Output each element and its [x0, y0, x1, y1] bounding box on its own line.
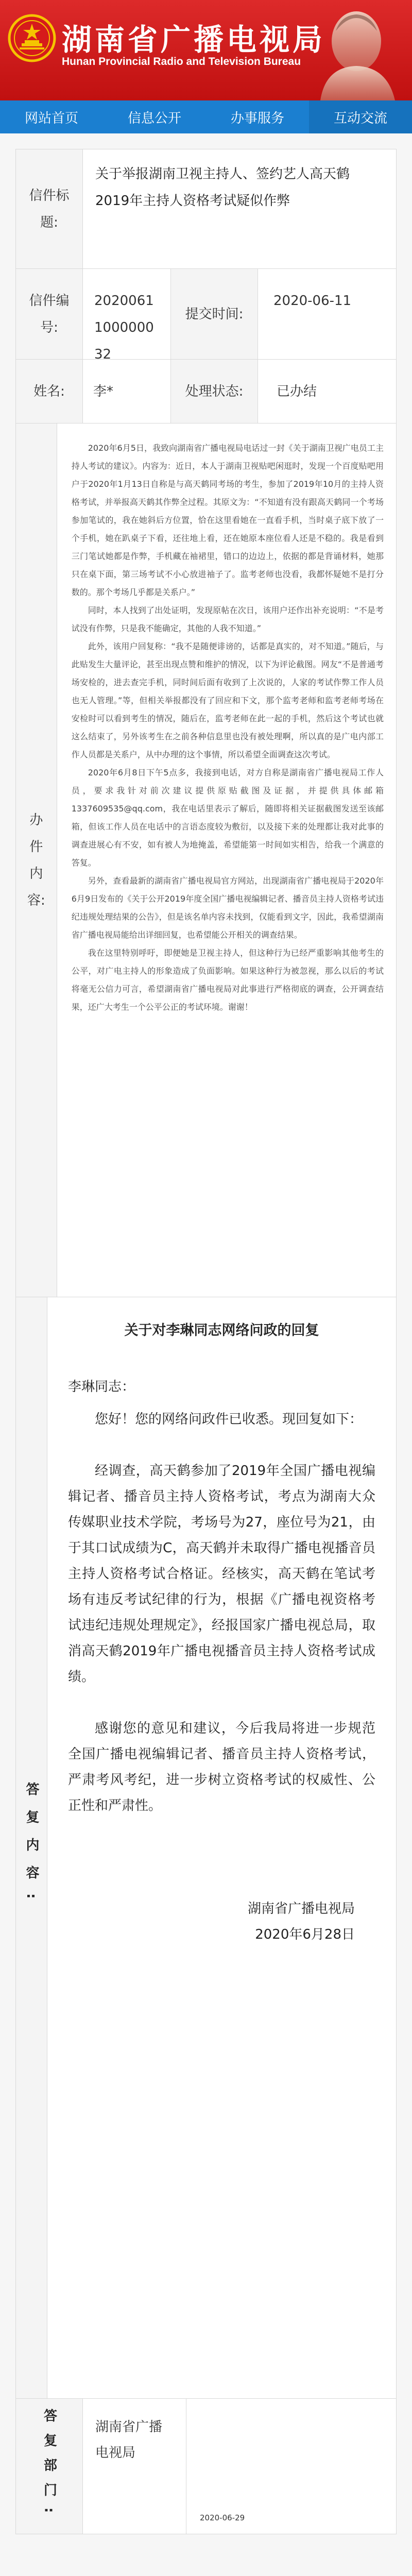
- reply-label: [16, 1297, 47, 2398]
- row-content: [16, 423, 396, 1297]
- status-value: 已办结: [277, 383, 317, 399]
- reply-department-date: 2020-06-29: [186, 2399, 396, 2534]
- row-letter-number: [16, 269, 396, 360]
- dept-label-text: 答复部门:: [41, 2408, 57, 2524]
- content-paragraph: 2020年6月8日下午5点多，我接到电话，对方自称是湖南省广播电视局工作人员，要求我针对前次建议提供原贴截图及证据，并提供具体邮箱1337609535@qq.com，我在电话里表示了解后，随即将相关证据截图发送至该邮箱，但该工作人员在电话中的言语态度较为敷衍，以及接下来的处理都让我对此事的调查进展心有不安，如有被人为地掩盖，希望能第一时间如实相告，给我一个满意的答复。: [71, 768, 384, 868]
- nav-info-disclosure[interactable]: 信息公开: [127, 110, 181, 126]
- sender-name: 李*: [93, 383, 114, 399]
- row-department: [16, 2399, 396, 2534]
- letter-number: 2020061100000032: [94, 293, 154, 362]
- site-header: [0, 0, 412, 100]
- reply-paragraph: 您好！您的网络问政件已收悉。现回复如下：: [95, 1412, 363, 1427]
- reply-paragraph: 经调查，高天鹤参加了2019年全国广播电视编辑记者、播音员主持人资格考试，考点为湖南大众传媒职业技术学院，考场号为27，座位号为21，由于其口试成绩为C，高天鹤并未取得广播电视播音员主持人资格考试合格证。经核实，高天鹤在笔试考场有违反考试纪律的行为，根据《广播电视资格考试违纪违规处理规定》，经报国家广播电视总局，取消高天鹤2019年广播电视播音员主持人资格考试成绩。: [68, 1463, 375, 1685]
- nav-interaction[interactable]: 互动交流: [309, 100, 412, 133]
- letter-content: [57, 423, 396, 1297]
- reply-title: 关于对李琳同志网络问政的回复: [124, 1323, 319, 1338]
- main-nav: [0, 100, 412, 133]
- reply-signature: 湖南省广播电视局: [247, 1901, 355, 1917]
- reply-label-text: 答复内容:: [24, 1782, 39, 1913]
- reply-salutation: 李琳同志：: [68, 1379, 135, 1395]
- reply-date: 2020年6月28日: [255, 1927, 355, 1942]
- site-title-english: Hunan Provincial Radio and Television Bureau: [62, 56, 301, 67]
- site-title: 湖南省广播电视局: [62, 22, 326, 57]
- content-paragraph: 2020年6月5日，我致向湖南省广播电视局电话过一封《关于湖南卫视广电员工主持人考试的建议》。内容为：近日，本人于湖南卫视贴吧闲逛时，发现一个百度贴吧用户于2020年1月13日自称是与高天鹤同考场的考生，参加了2019年10月的主持人资格考试，并举报高天鹤其作弊全过程。其原文为：“不知道有没有跟高天鹤同一个考场参加笔试的，我在她斜后方位置，恰在这里看她在一直看手机，当时桌子底下放了一个手机，她在趴桌子下看，还往地上看，还在她原本座位看人还是不稳的。我是看到三门笔试她都是作弊，手机藏在袖裙里，错口的边边上，依据的都是背诵材料，她那只在桌下面，第三场考试不小心放进袖子了。监考老师也没看，我都怀疑她不是打分数的。那个考场几乎都是关系户。”: [71, 443, 384, 597]
- row-reply: [16, 1297, 396, 2399]
- nav-services[interactable]: 办事服务: [230, 110, 284, 126]
- reply-paragraph: 感谢您的意见和建议，今后我局将进一步规范全国广播电视编辑记者、播音员主持人资格考试，严肃考风考纪，进一步树立资格考试的权威性、公正性和严肃性。: [68, 1721, 375, 1814]
- content-paragraph: 此外，该用户回复称：“我不是随便诽谤的，话都是真实的，对不知道。”随后，与此贴发生大量评论，甚至出现点赞和维护的情况，以下为评论截图。网友“不是普通考场安检的，进去查完手机，同时间后面有收到了上次说的，人家的考试作弊工作人员也无人管理。”等，但相关举报都没有了回应和下文，那个监考老师和监考老师考场在安检时可以看到考生的情况，随后在，监考老师在此一起的手机，然后这个考试也就这么结束了，另外该考生在之前各种信息里也没有被处理啊，所以真的是广电内部工作人员都是关系户，从中办理的这个事情，所以希望全面调查这次考试。: [71, 641, 384, 759]
- letter-table: [15, 149, 397, 2534]
- content-label: 办件内容:: [16, 423, 57, 1297]
- content-paragraph: 同时，本人找到了出处证明，发现原帖在次日，该用户还作出补充说明：“不是考试没有作弊，只是我不能确定，其他的人我不知道。”: [71, 605, 384, 633]
- content-paragraph: 另外，查看最新的湖南省广播电视局官方网站，出现湖南省广播电视局于2020年6月9日发布的《关于公开2019年度全国广播电视编辑记者、播音员主持人资格考试违纪违规处理结果的公告》，但是该名单内容未找到，仅能看到文字，因此，我希望湖南省广播电视局能给出详细回复，也希望能公开相关的调查结果。: [71, 876, 384, 940]
- submit-time: 2020-06-11: [273, 293, 352, 309]
- name-label: 姓名:: [16, 360, 83, 423]
- reply-body: [47, 1297, 396, 2398]
- row-name-status: [16, 360, 396, 423]
- content-panel: [0, 133, 412, 2576]
- dept-label: [16, 2399, 83, 2534]
- reply-department: 湖南省广播电视局: [95, 2419, 163, 2461]
- letter-number-label: 信件编号:: [16, 269, 83, 359]
- submit-time-label: 提交时间:: [170, 269, 258, 359]
- status-label: 处理状态:: [170, 360, 258, 423]
- letter-title-label: 信件标题:: [16, 149, 83, 268]
- content-paragraph: 我在这里特别呼吁，即便她是卫视主持人，但这种行为已经严重影响其他考生的公平，对广电主持人的形象造成了负面影响。如果这种行为被忽视，那么以后的考试将毫无公信力可言，希望湖南省广播电视局对此事进行严格彻底的调查，公开调查结果，还广大考生一个公平公正的考试环境。谢谢！: [71, 948, 384, 1012]
- letter-title: 关于举报湖南卫视主持人、签约艺人高天鹤2019年主持人资格考试疑似作弊: [95, 166, 350, 209]
- nav-home[interactable]: 网站首页: [24, 110, 78, 126]
- statue-decoration-icon: [305, 0, 403, 100]
- national-emblem-icon: [7, 13, 57, 63]
- row-letter-title: [16, 149, 396, 269]
